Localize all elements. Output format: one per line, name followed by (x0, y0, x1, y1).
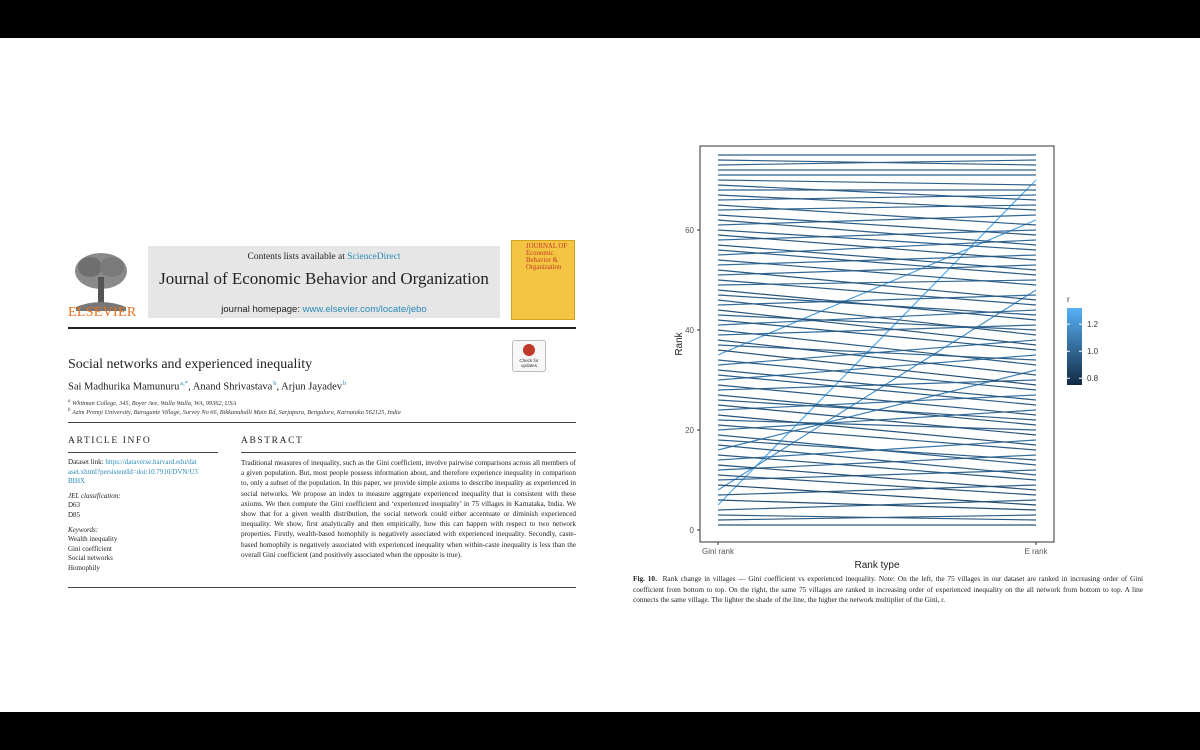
legend-tick-label: 1.2 (1087, 320, 1099, 330)
keyword: Gini coefficient (68, 544, 112, 553)
keyword: Wealth inequality (68, 535, 118, 544)
sciencedirect-link[interactable]: ScienceDirect (347, 252, 401, 262)
abstract-text: Traditional measures of inequality, such as the Gini coefficient, involve pairwise comparisons across all members of a given population. But, most people possess information about, and therefore experience inequality in comparison to, only a subset of the population. In this paper, we provide simple axioms to describe inequality as experienced in social networks. We propose an index to measure aggregate experienced inequality that is consistent with these axioms. We then compute the Gini coefficient and ‘experienced inequality’ in 75 villages in Karnataka, India. We show that for a given wealth distribution, the social network could either accentuate or diminish experienced inequality. We show, first analytically and then empirically, how this can happen with respect to two network properties. Firstly, wealth-based homophily is negatively associated with experienced inequality. Secondly, caste-based homophily is negatively associated with experienced inequality when within-caste inequality is less than the overall Gini coefficient (and positively associated when the opposite is true). (241, 459, 576, 559)
legend-colorbar (1067, 308, 1082, 385)
abstract-heading: ABSTRACT (241, 436, 304, 446)
affiliation-text: Whitman College, 345, Boyer Ave, Walla Walla, WA, 99362, USA (72, 400, 237, 408)
figure-caption-text: Rank change in villages — Gini coefficient vs experienced inequality. Note: On the left, the 75 villages in our dataset are ranked in increasing order of Gini coefficient from bottom to top. On the right, the same 75 villages are ranked in increasing order of experienced inequality on the all network from bottom to top. A line connects the same village. The lighter the shade of the line, the higher the network multiplier of the Gini, r. (633, 574, 1143, 605)
y-axis-title: Rank (674, 332, 685, 356)
plot-area (674, 146, 1099, 571)
cover-title: JOURNAL OF Economic Behavior & Organization (526, 243, 568, 271)
x-tick-label: Gini rank (701, 547, 735, 556)
author-name[interactable]: Arjun Jayadev (281, 381, 343, 393)
article-info-heading: ARTICLE INFO (68, 436, 152, 446)
rank-change-figure (0, 38, 1200, 712)
contents-prefix: Contents lists available at (247, 252, 348, 262)
slide-canvas (0, 38, 1200, 712)
legend-title: r (1067, 295, 1070, 304)
keywords-label: Keywords: (68, 525, 99, 534)
author-list: Sai Madhurika Mamunuru $^{a,*}$, Anand Shrivastava $^b$, Arjun Jayadev $^b$ (68, 380, 347, 393)
jel-label: JEL classification: (68, 491, 121, 500)
y-tick-label: 60 (685, 226, 694, 235)
jel-code: D85 (68, 510, 81, 519)
affiliation-mark: b (68, 408, 71, 413)
author-affiliation-mark[interactable]: b (343, 380, 347, 387)
dataset-link-cont[interactable]: aset.xhtml?persistentId=doi:10.7910/DVN/U3 (68, 467, 198, 476)
jel-code: D63 (68, 501, 81, 510)
paper-title: Social networks and experienced inequality (68, 357, 313, 372)
dataset-link[interactable]: https://dataverse.harvard.edu/dat (105, 458, 197, 466)
y-tick-label: 0 (689, 526, 694, 535)
keyword: Social networks (68, 554, 113, 563)
affiliation-mark: a (68, 399, 71, 404)
journal-name: Journal of Economic Behavior and Organization (159, 269, 489, 288)
publisher-wordmark: ELSEVIER (68, 305, 137, 320)
legend-tick-label: 0.8 (1087, 374, 1099, 384)
figure-label: Fig. 10. (633, 574, 657, 583)
legend-tick-label: 1.0 (1087, 347, 1099, 357)
y-tick-label: 40 (685, 326, 694, 335)
figure-caption (633, 574, 1143, 606)
check-updates-label: Check for updates (519, 358, 539, 368)
author-affiliation-mark[interactable]: b (273, 380, 277, 387)
x-tick-label: E rank (1024, 547, 1048, 556)
author-name[interactable]: Sai Madhurika Mamunuru (68, 381, 180, 393)
x-axis-title: Rank type (854, 560, 900, 571)
affiliation-text: Azim Premji University, Burugunte Village, Survey No 66, Bikkanahalli Main Rd, Sarjapura, Bengaluru, Karnataka 562125, India (71, 409, 401, 417)
dataset-link-cont[interactable]: BIHX (68, 477, 86, 486)
author-name[interactable]: Anand Shrivastava (192, 381, 273, 393)
author-affiliation-mark[interactable]: a,* (180, 380, 189, 387)
keyword: Homophily (68, 563, 100, 572)
journal-homepage-link[interactable]: www.elsevier.com/locate/jebo (302, 304, 427, 315)
dataset-label: Dataset link: (68, 458, 106, 466)
homepage-prefix: journal homepage: (221, 304, 303, 315)
y-tick-label: 20 (685, 426, 694, 435)
